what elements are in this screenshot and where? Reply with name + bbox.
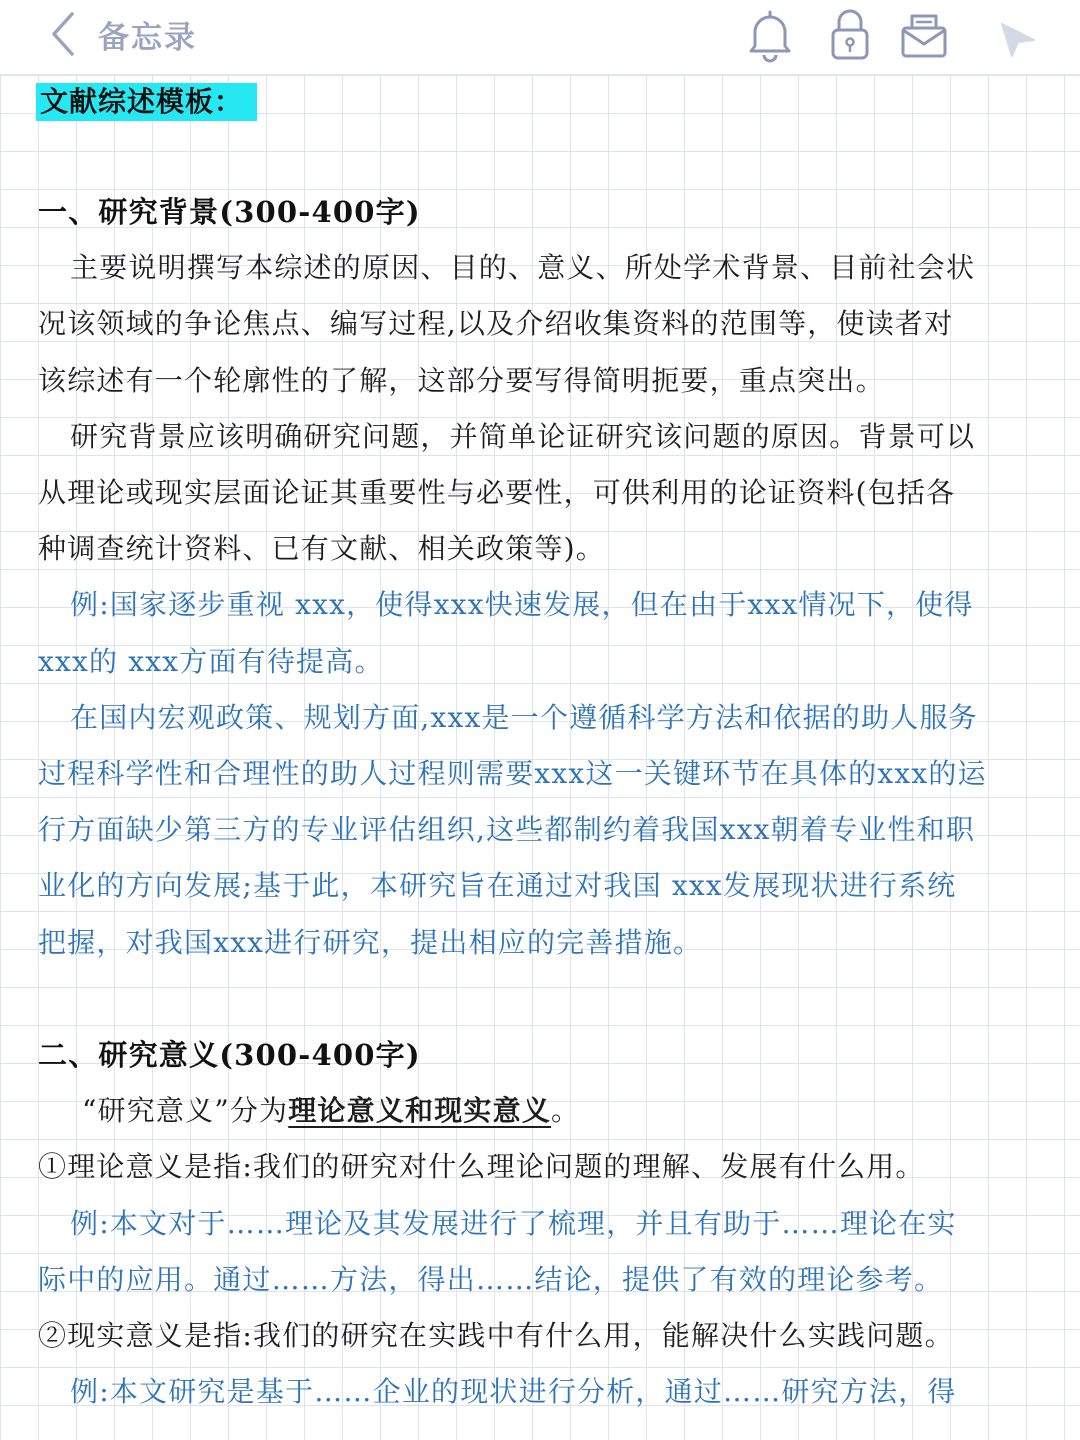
intro-prefix: “研究意义”分为 — [82, 1094, 289, 1128]
example-line: 例:本文研究是基于……企业的现状进行分析，通过……研究方法，得 — [70, 1375, 957, 1409]
top-bar — [0, 0, 1080, 75]
example-line: 过程科学性和合理性的助人过程则需要xxx这一关键环节在具体的xxx的运 — [38, 757, 987, 791]
example-line: 业化的方向发展;基于此，本研究旨在通过对我国 xxx发展现状进行系统 — [38, 869, 957, 903]
mail-icon[interactable] — [898, 6, 950, 64]
theory-significance-line: ①理论意义是指:我们的研究对什么理论问题的理解、发展有什么用。 — [38, 1150, 925, 1184]
paragraph-line: 种调查统计资料、已有文献、相关政策等)。 — [38, 532, 605, 566]
significance-intro — [38, 1083, 1042, 1139]
paragraph-line: 主要说明撰写本综述的原因、目的、意义、所处学术背景、目前社会状 — [70, 251, 976, 285]
intro-suffix: 。 — [551, 1094, 581, 1128]
example-line: 把握，对我国xxx进行研究，提出相应的完善措施。 — [38, 925, 703, 959]
paragraph-line: 况该领域的争论焦点、编写过程,以及介绍收集资料的范围等，使读者对 — [38, 307, 954, 341]
example-line: 例:国家逐步重视 xxx，使得xxx快速发展，但在由于xxx情况下，使得 — [70, 588, 974, 622]
example-line: xxx的 xxx方面有待提高。 — [38, 644, 384, 678]
paragraph-line: 研究背景应该明确研究问题，并简单论证研究该问题的原因。背景可以 — [70, 419, 976, 453]
paragraph-line: 该综述有一个轮廓性的了解，这部分要写得简明扼要，重点突出。 — [38, 363, 885, 397]
intro-emphasis: 理论意义和现实意义 — [288, 1094, 552, 1128]
app-title: 备忘录 — [98, 20, 197, 56]
note-body[interactable] — [0, 75, 1080, 1440]
lock-icon[interactable] — [824, 6, 876, 64]
section-heading-significance: 二、研究意义(300-400字) — [38, 1038, 421, 1073]
back-chevron-icon[interactable] — [46, 10, 82, 58]
paragraph-line: 从理论或现实层面论证其重要性与必要性，可供利用的论证资料(包括各 — [38, 476, 956, 510]
note-content — [38, 184, 1042, 1420]
example-line: 行方面缺少第三方的专业评估组织,这些都制约着我国xxx朝着专业性和职 — [38, 813, 976, 847]
section-heading-background: 一、研究背景(300-400字) — [38, 195, 421, 229]
example-line: 在国内宏观政策、规划方面,xxx是一个遵循科学方法和依据的助人服务 — [70, 700, 978, 734]
example-line: 例:本文对于……理论及其发展进行了梳理，并且有助于……理论在实 — [70, 1206, 957, 1240]
example-line: 际中的应用。通过……方法，得出……结论，提供了有效的理论参考。 — [38, 1262, 944, 1296]
blank-line — [38, 971, 1042, 1027]
bell-icon[interactable] — [744, 6, 796, 64]
practice-significance-line: ②现实意义是指:我们的研究在实践中有什么用，能解决什么实践问题。 — [38, 1319, 954, 1353]
send-icon[interactable] — [992, 6, 1044, 64]
note-title: 文献综述模板： — [36, 83, 257, 121]
